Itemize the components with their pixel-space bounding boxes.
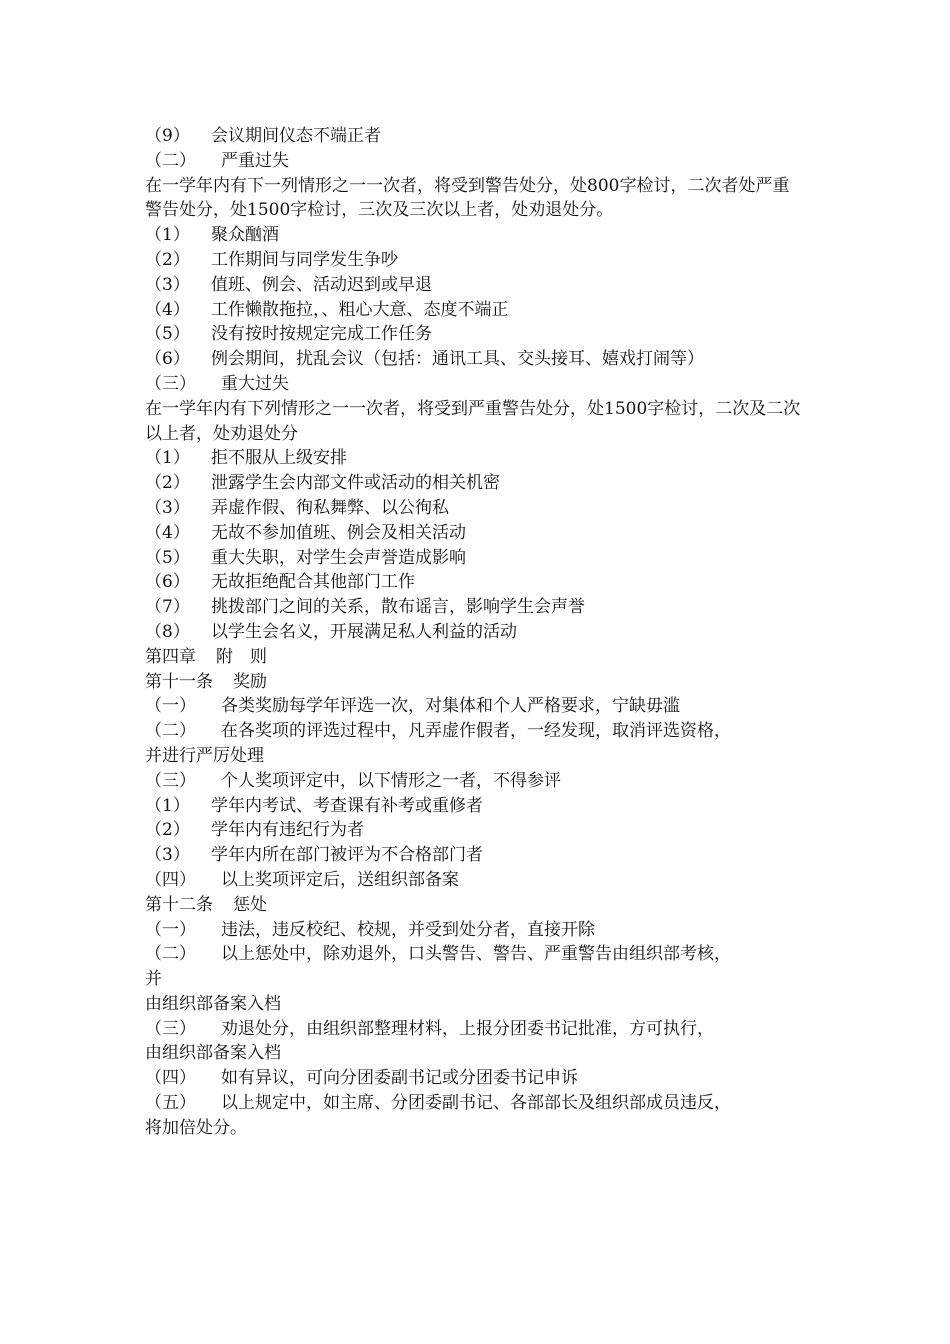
- text-line: [145, 843, 805, 868]
- item-number: （四）: [145, 1068, 196, 1089]
- text-line: [145, 942, 805, 967]
- item-number: （一）: [145, 696, 196, 717]
- text-line: [145, 570, 805, 595]
- text-line: [145, 446, 805, 471]
- text-line: [145, 620, 805, 645]
- text-line: [145, 694, 805, 719]
- item-number: （二）: [145, 721, 196, 742]
- item-number: （3）: [145, 497, 190, 518]
- line-text: 会议期间仪态不端正者: [211, 126, 381, 146]
- text-line: [145, 918, 805, 943]
- text-line: [145, 546, 805, 571]
- item-number: （2）: [145, 249, 190, 270]
- item-number: （五）: [145, 1093, 196, 1114]
- text-line: [145, 521, 805, 546]
- text-line: [145, 670, 805, 695]
- text-line: [145, 744, 805, 769]
- item-number: （5）: [145, 547, 190, 568]
- line-text: 在各奖项的评选过程中，凡弄虚作假者，一经发现，取消评选资格，: [221, 721, 731, 742]
- item-number: （2）: [145, 820, 190, 841]
- item-number: （三）: [145, 373, 196, 394]
- item-number: （7）: [145, 597, 190, 618]
- item-number: （1）: [145, 225, 190, 246]
- line-text: 挑拨部门之间的关系，散布谣言，影响学生会声誉: [211, 597, 585, 618]
- text-line: [145, 372, 805, 397]
- line-text: 并进行严厉处理: [145, 745, 264, 766]
- item-number: （3）: [145, 274, 190, 295]
- text-line: [145, 149, 805, 174]
- text-line: [145, 1066, 805, 1091]
- text-line: [145, 322, 805, 347]
- item-number: 第十二条: [145, 894, 213, 915]
- text-line: [145, 298, 805, 323]
- text-line: [145, 471, 805, 496]
- item-number: （三）: [145, 1018, 196, 1039]
- item-number: （二）: [145, 944, 196, 965]
- item-number: （1）: [145, 448, 190, 469]
- line-text: 奖励: [233, 671, 267, 692]
- line-text: 劝退处分，由组织部整理材料，上报分团委书记批准，方可执行，: [221, 1018, 714, 1039]
- line-text: 以学生会名义，开展满足私人利益的活动: [211, 621, 517, 642]
- item-number: （1）: [145, 795, 190, 816]
- text-line: [145, 992, 805, 1017]
- text-line: [145, 967, 805, 992]
- text-line: [145, 645, 805, 670]
- line-text: 没有按时按规定完成工作任务: [211, 324, 432, 345]
- line-text: 弄虚作假、徇私舞弊、以公徇私: [211, 497, 449, 518]
- line-text: 如有异议，可向分团委副书记或分团委书记申诉: [221, 1068, 578, 1089]
- text-line: [145, 1041, 805, 1066]
- item-number: （6）: [145, 349, 190, 370]
- text-line: [145, 174, 805, 224]
- item-number: （二）: [145, 150, 196, 171]
- line-text: 重大失职，对学生会声誉造成影响: [211, 547, 466, 568]
- text-line: [145, 719, 805, 744]
- item-number: （6）: [145, 572, 190, 593]
- line-text: 由组织部备案入档: [145, 993, 281, 1014]
- item-number: （3）: [145, 845, 190, 866]
- item-number: （一）: [145, 919, 196, 940]
- line-text: 个人奖项评定中，以下情形之一者，不得参评: [221, 770, 561, 791]
- text-line: [145, 1017, 805, 1042]
- line-text: 泄露学生会内部文件或活动的相关机密: [211, 473, 500, 494]
- item-number: （4）: [145, 522, 190, 543]
- line-text: 以上奖项评定后，送组织部备案: [221, 869, 459, 890]
- line-text: 聚众酗酒: [211, 225, 279, 246]
- line-text: 违法，违反校纪、校规，并受到处分者，直接开除: [221, 919, 595, 940]
- item-number: （4）: [145, 299, 190, 320]
- line-text: 严重过失: [221, 150, 289, 171]
- line-text: 并: [145, 969, 162, 990]
- line-text: 在一学年内有下一列情形之一一次者，将受到警告处分，处800字检讨，二次者处严重警告处分，处1500字检讨，三次及三次以上者，处劝退处分。: [145, 175, 790, 221]
- line-text: 以上惩处中，除劝退外，口头警告、警告、严重警告由组织部考核，: [221, 944, 731, 965]
- item-number: （三）: [145, 770, 196, 791]
- line-text: 拒不服从上级安排: [211, 448, 347, 469]
- line-text: 学年内有违纪行为者: [211, 820, 364, 841]
- text-line: [145, 893, 805, 918]
- item-number: 第四章: [145, 646, 196, 667]
- line-text: 值班、例会、活动迟到或早退: [211, 274, 432, 295]
- item-number: （8）: [145, 621, 190, 642]
- line-text: 惩处: [233, 894, 267, 915]
- item-number: （2）: [145, 473, 190, 494]
- line-text: 附 则: [216, 646, 267, 667]
- item-number: 第十一条: [145, 671, 213, 692]
- line-text: 无故不参加值班、例会及相关活动: [211, 522, 466, 543]
- line-text: 工作懒散拖拉，、粗心大意、态度不端正: [211, 299, 509, 320]
- line-text: 学年内所在部门被评为不合格部门者: [211, 845, 483, 866]
- line-text: 无故拒绝配合其他部门工作: [211, 572, 415, 593]
- text-line: [145, 397, 805, 447]
- line-text: 工作期间与同学发生争吵: [211, 249, 398, 270]
- line-text: 学年内考试、考查课有补考或重修者: [211, 795, 483, 816]
- text-line: [145, 1116, 805, 1141]
- document-page: [145, 124, 805, 1141]
- text-line: [145, 496, 805, 521]
- item-number: （四）: [145, 869, 196, 890]
- text-line: [145, 273, 805, 298]
- text-line: [145, 223, 805, 248]
- line-text: 各类奖励每学年评选一次，对集体和个人严格要求，宁缺毋滥: [221, 696, 680, 717]
- line-text: 将加倍处分。: [145, 1117, 247, 1138]
- item-number: （9）: [145, 126, 190, 146]
- text-line: [145, 595, 805, 620]
- text-line: [145, 794, 805, 819]
- line-text: 例会期间，扰乱会议（包括：通讯工具、交头接耳、嬉戏打闹等）: [211, 349, 704, 370]
- text-line: [145, 769, 805, 794]
- text-line: [145, 868, 805, 893]
- text-line: [145, 347, 805, 372]
- text-line: [145, 1091, 805, 1116]
- item-number: （5）: [145, 324, 190, 345]
- line-text: 在一学年内有下列情形之一一次者，将受到严重警告处分，处1500字检讨，二次及二次以上者，处劝退处分: [145, 398, 801, 444]
- line-text: 重大过失: [221, 373, 289, 394]
- line-text: 由组织部备案入档: [145, 1043, 281, 1064]
- line-text: 以上规定中，如主席、分团委副书记、各部部长及组织部成员违反，: [221, 1093, 731, 1114]
- text-line: [145, 818, 805, 843]
- text-line: [145, 124, 805, 149]
- text-line: [145, 248, 805, 273]
